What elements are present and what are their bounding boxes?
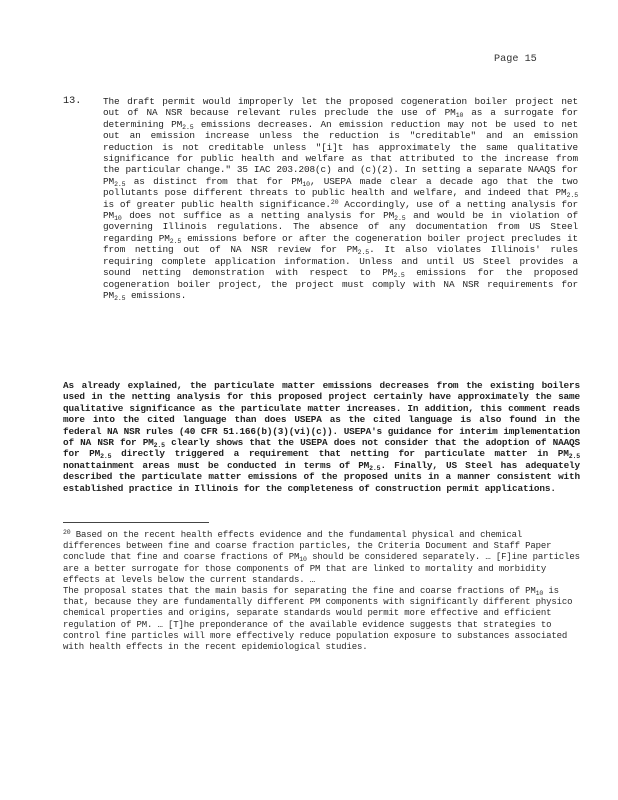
subscript: 2.5 — [394, 215, 406, 223]
subscript: 10 — [299, 556, 307, 564]
subscript: 2.5 — [100, 453, 112, 461]
agency-response — [63, 380, 580, 494]
subscript: 2.5 — [566, 192, 578, 200]
comment-text: . It also violates Illinois' rules requiring complete application information. Unless and until US Steel provides a sound netting demonstration with respect to PM — [103, 244, 578, 279]
response-text: clearly shows that the USEPA does not consider that the adoption of NAAQS for PM — [63, 437, 580, 460]
comment-text: , USEPA made clear a decade ago that the two pollutants pose different threats to public health and welfare, and indeed that PM — [103, 175, 578, 199]
footnote-text: The proposal states that the main basis for separating the fine and coarse fractions of PM — [63, 586, 536, 597]
footnote-ref: 20 — [330, 198, 339, 206]
subscript: 10 — [535, 590, 544, 598]
comment-text: Accordingly, use of a netting analysis for PM — [103, 198, 578, 222]
comment-text: emissions. — [125, 289, 187, 301]
page-number: Page 15 — [494, 54, 537, 65]
subscript: 2.5 — [153, 442, 165, 450]
comment-text: emissions decreases. An emission reduction may not be used to net out an emission increase unless the reduction is "creditable" and an emission reduction is not creditable unless "[i]t has approximately the same qualitative significance for public health and welfare as that attributed to the increase from the particular change." 35 IAC 203.208(c) and (c)(2). In setting a separate NAAQS for PM — [103, 118, 578, 187]
comment-text: as distinct from that for PM — [125, 175, 303, 187]
subscript: 2.5 — [114, 294, 126, 302]
subscript: 2.5 — [369, 464, 381, 472]
comment-text: emissions for the proposed cogeneration boiler project, the project must comply with NA NSR requirements for PM — [103, 267, 578, 301]
subscript: 2.5 — [182, 123, 194, 131]
response-text: directly triggered a requirement that netting for particulate matter in PM — [111, 448, 569, 460]
comment-text: as a surrogate for determining PM — [103, 107, 579, 130]
subscript: 2.5 — [114, 180, 126, 188]
subscript: 10 — [302, 180, 310, 188]
response-text: As already explained, the particulate matter emissions decreases from the existing boilers used in the netting analysis for this proposed project certainly have approximately the same qualitative significance as the particulate matter increases. In addition, this comment reads more into the cited language than does USEPA as the cited language is also found in the federal NA NSR rules (40 CFR 51.166(b)(3)(vi)(c)). USEPA's guidance for interim implementation of NA NSR for PM — [63, 380, 580, 449]
footnote-text: is that, because they are fundamentally different PM components with significantly different physico chemical properties and origins, separate standards would permit more effective and efficient regulation of PM. … [T]he preponderance of the available evidence suggests that strategies to control fine particles will more effectively reduce population exposure to substances associated with health effects in the recent epidemiological studies. — [63, 586, 573, 653]
subscript: 10 — [455, 112, 464, 120]
subscript: 2.5 — [393, 272, 405, 280]
comment-text: and would be in violation of governing Illinois regulations. The absence of any documentation from US Steel regarding PM — [103, 210, 578, 244]
footnote-text: Based on the recent health effects evidence and the fundamental physical and chemical differences between fine and coarse fraction particles, the Criteria Document and Staff Paper conclude that fine and coarse fractions of PM — [63, 530, 552, 563]
footnote-paragraph — [63, 530, 581, 586]
footnote-paragraph — [63, 586, 581, 653]
footnote-text: should be considered separately. … [F]ine particles are a better surrogate for those components of PM that are linked to mortality and morbidity effects at levels below the current standards. … — [63, 552, 580, 585]
subscript: 2.5 — [169, 237, 182, 245]
subscript: 10 — [114, 215, 122, 223]
comment-text: The draft permit would improperly let the proposed cogeneration boiler project net out of NA NSR because relevant rules preclude the use of PM — [103, 96, 578, 119]
footnote-marker: 20 — [63, 529, 71, 536]
subscript: 2.5 — [357, 249, 370, 257]
subscript: 2.5 — [568, 453, 580, 461]
comment-text: emissions before or after the cogeneration boiler project precludes it from netting out of NA NSR review for PM — [103, 232, 579, 256]
footnote-divider — [63, 522, 209, 523]
response-text: nonattainment areas must be conducted in terms of PM — [63, 459, 370, 471]
footnote-20 — [63, 530, 581, 653]
response-text: . Finally, US Steel has adequately described the particulate matter emissions of the proposed units in a manner consistent with established practice in Illinois for the completeness of construction permit applications. — [63, 459, 581, 494]
comment-text: does not suffice as a netting analysis for PM — [121, 210, 395, 222]
comment-text: is of greater public health significance. — [103, 198, 331, 210]
comment-number: 13. — [63, 96, 82, 107]
comment-body — [103, 96, 578, 301]
